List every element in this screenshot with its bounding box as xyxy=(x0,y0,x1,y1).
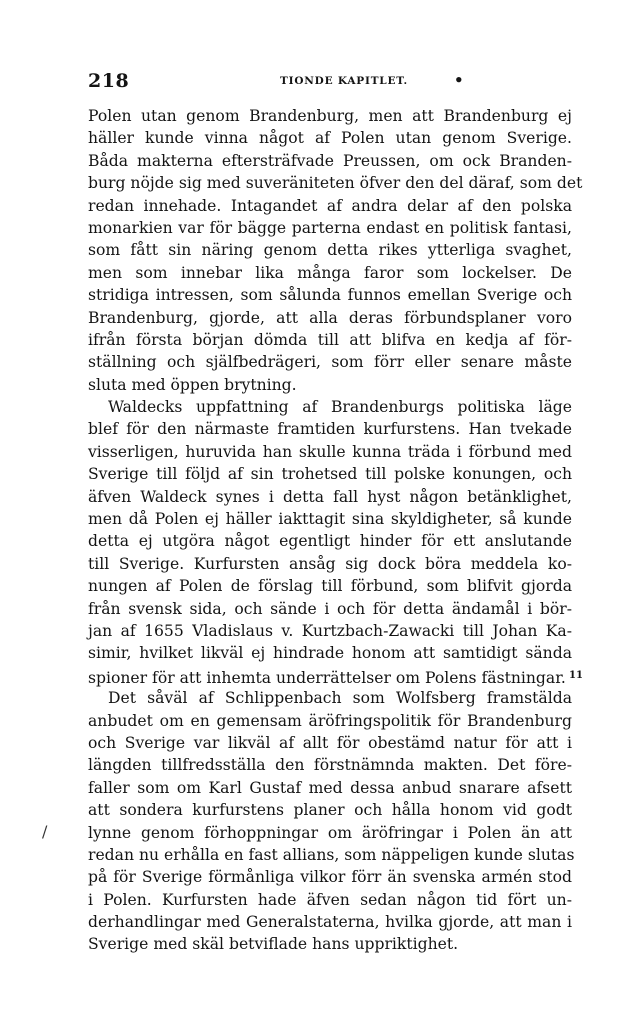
text-line xyxy=(88,463,572,485)
text-line-content: stridiga intressen, som sålunda funnos emellan Sverige och xyxy=(88,286,572,305)
text-line xyxy=(88,329,572,351)
text-line-content: från svensk sida, och sände i och för detta ändamål i bör- xyxy=(88,599,572,618)
text-line-content: ställning och själfbedrägeri, som förr eller senare måste xyxy=(88,353,572,372)
text-line-content: i Polen. Kurfursten hade äfven sedan någon tid fört un- xyxy=(88,890,572,909)
text-line xyxy=(88,598,572,620)
text-line-content: blef för den närmaste framtiden kurfurstens. Han tvekade xyxy=(88,420,572,439)
text-line xyxy=(88,911,572,933)
text-line xyxy=(88,530,572,552)
text-line xyxy=(88,127,572,149)
text-line xyxy=(88,150,572,172)
text-line xyxy=(88,665,583,687)
text-line xyxy=(88,866,572,888)
text-line-content: jan af 1655 Vladislaus v. Kurtzbach-Zawacki till Johan Ka- xyxy=(88,621,572,640)
text-line-content: Brandenburg, gjorde, att alla deras förbundsplaner voro xyxy=(88,308,572,327)
text-line xyxy=(88,822,572,844)
text-line-content: nungen af Polen de förslag till förbund, som blifvit gjorda xyxy=(88,577,572,596)
text-line-content: visserligen, huruvida han skulle kunna träda i förbund med xyxy=(88,442,572,461)
text-line xyxy=(88,508,572,530)
text-line-content: spioner för att inhemta underrättelser om Polens fästningar. xyxy=(88,668,566,687)
text-line-content: monarkien var för bägge parterna endast en politisk fantasi, xyxy=(88,218,572,237)
footnote-reference: 11 xyxy=(569,669,583,681)
text-line-content: derhandlingar med Generalstaterna, hvilka gjorde, att man i xyxy=(88,913,572,932)
text-line-content: längden tillfredsställa den förstnämnda makten. Det före- xyxy=(88,756,572,775)
text-line-content: faller som om Karl Gustaf med dessa anbud snarare afsett xyxy=(88,778,572,797)
text-line xyxy=(88,553,572,575)
text-line-content: och Sverige var likväl af allt för obestämd natur för att i xyxy=(88,733,572,752)
text-line xyxy=(88,687,572,709)
text-line xyxy=(88,105,572,127)
stray-margin-mark: / xyxy=(42,822,48,841)
text-line xyxy=(88,620,572,642)
running-head: TIONDE KAPITLET. xyxy=(280,75,409,87)
text-line xyxy=(88,844,575,866)
text-line-content: redan innehade. Intagandet af andra delar af den polska xyxy=(88,196,572,215)
text-line-content: som fått sin näring genom detta rikes ytterliga svaghet, xyxy=(88,241,572,260)
text-line xyxy=(88,351,572,373)
text-line-content: till Sverige. Kurfursten ansåg sig dock böra meddela ko- xyxy=(88,554,572,573)
text-line-content: ifrån första början dömda till att blifva en kedja af för- xyxy=(88,330,572,349)
text-line xyxy=(88,441,572,463)
text-line xyxy=(88,418,572,440)
text-line xyxy=(88,239,572,261)
text-line-content: Waldecks uppfattning af Brandenburgs politiska läge xyxy=(108,398,572,417)
text-line-content: simir, hvilket likväl ej hindrade honom att samtidigt sända xyxy=(88,644,572,663)
text-line-content: detta ej utgöra något egentligt hinder för ett anslutande xyxy=(88,532,572,551)
text-line-content: Polen utan genom Brandenburg, men att Brandenburg ej xyxy=(88,107,572,125)
text-line-content: lynne genom förhoppningar om äröfringar i Polen än att xyxy=(88,823,572,842)
text-line-content: äfven Waldeck synes i detta fall hyst någon betänklighet, xyxy=(88,487,572,506)
text-line-content: Det såväl af Schlippenbach som Wolfsberg framstälda xyxy=(108,689,572,708)
text-line xyxy=(88,754,572,776)
text-line-content: häller kunde vinna något af Polen utan genom Sverige. xyxy=(88,129,572,148)
text-line xyxy=(88,172,583,194)
text-line xyxy=(88,396,572,418)
text-line-content: burg nöjde sig med suveräniteten öfver den del däraf, som det xyxy=(88,174,583,193)
body-text xyxy=(88,105,583,956)
text-line xyxy=(88,195,572,217)
text-line-content: men som innebar lika många faror som lockelser. De xyxy=(88,263,572,282)
text-line xyxy=(88,217,572,239)
text-line-content: anbudet om en gemensam äröfringspolitik för Brandenburg xyxy=(88,711,572,730)
text-line-content: på för Sverige förmånliga vilkor förr än svenska armén stod xyxy=(88,868,572,887)
page-number: 218 xyxy=(88,70,130,92)
text-line xyxy=(88,284,572,306)
text-line-content: men då Polen ej häller iakttagit sina skyldigheter, så kunde xyxy=(88,510,572,529)
text-line xyxy=(88,889,572,911)
text-line xyxy=(88,732,572,754)
text-line xyxy=(88,374,572,396)
text-line xyxy=(88,710,572,732)
text-line-content: Sverige till följd af sin trohetsed till polske konungen, och xyxy=(88,465,572,484)
text-line xyxy=(88,575,572,597)
page-header xyxy=(88,70,572,94)
text-line xyxy=(88,933,572,955)
text-line-content: att sondera kurfurstens planer och hålla honom vid godt xyxy=(88,801,572,820)
header-mark: • xyxy=(454,71,464,89)
text-line xyxy=(88,486,572,508)
text-line xyxy=(88,799,572,821)
text-line-content: redan nu erhålla en fast allians, som näppeligen kunde slutas xyxy=(88,845,575,864)
text-line xyxy=(88,262,572,284)
text-line-content: Båda makterna eftersträfvade Preussen, om ock Branden- xyxy=(88,151,572,170)
text-line xyxy=(88,642,572,664)
text-line xyxy=(88,777,572,799)
text-line-content: sluta med öppen brytning. xyxy=(88,375,297,394)
text-line xyxy=(88,307,572,329)
text-line-content: Sverige med skäl betviflade hans uppriktighet. xyxy=(88,935,459,954)
